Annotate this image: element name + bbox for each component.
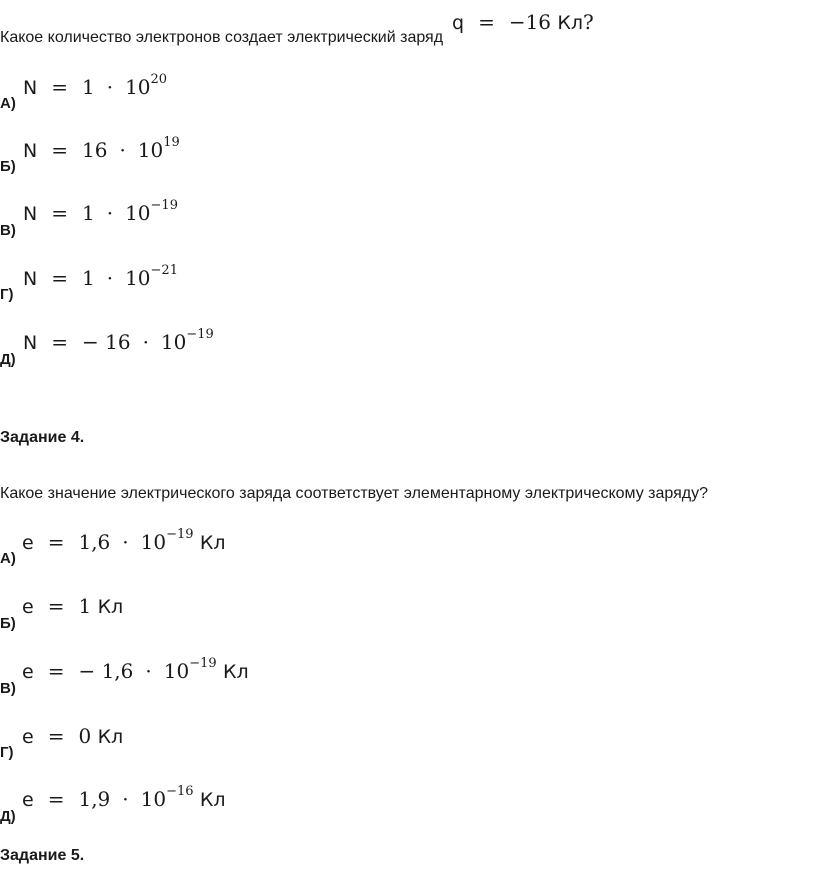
formula-value: −16	[508, 10, 552, 34]
option-formula	[23, 135, 180, 163]
option-letter: А)	[0, 95, 16, 112]
option-formula	[22, 527, 226, 555]
option-formula	[23, 72, 168, 100]
formula-variable: N	[23, 203, 38, 225]
formula-variable: e	[22, 789, 34, 811]
formula-exponent: −21	[150, 263, 178, 279]
option-letter: Б)	[0, 615, 16, 632]
formula-variable: e	[22, 726, 34, 748]
formula-coefficient: 1	[81, 75, 95, 99]
option-formula	[22, 784, 226, 812]
formula-equals: =	[51, 330, 68, 354]
option-formula	[22, 656, 249, 684]
formula-unit: Кл	[97, 726, 124, 748]
formula-question-mark: ?	[583, 10, 594, 34]
formula-exponent: 19	[163, 135, 180, 151]
formula-coefficient: 1	[78, 594, 92, 618]
formula-multiply: ·	[106, 75, 114, 99]
question-3-text: Какое количество электронов создает электрический заряд	[0, 29, 444, 46]
formula-coefficient: − 1,6	[78, 659, 134, 683]
option-formula	[22, 594, 123, 619]
formula-variable: q	[452, 12, 465, 34]
formula-unit: Кл	[97, 596, 124, 618]
option-formula	[22, 724, 123, 749]
formula-variable: N	[23, 77, 38, 99]
formula-equals: =	[47, 530, 65, 554]
formula-coefficient: 1	[81, 266, 95, 290]
option-letter: Б)	[0, 158, 16, 175]
formula-multiply: ·	[122, 787, 129, 811]
task-5-heading: Задание 5.	[0, 847, 85, 864]
formula-multiply: ·	[106, 201, 114, 225]
formula-equals: =	[47, 787, 65, 811]
formula-base: 10	[140, 787, 167, 811]
formula-variable: N	[23, 140, 38, 162]
option-formula	[23, 263, 178, 291]
formula-equals: =	[47, 724, 65, 748]
formula-coefficient: 0	[78, 724, 92, 748]
formula-coefficient: 1,6	[78, 530, 111, 554]
option-letter: Д)	[0, 351, 16, 368]
option-letter: В)	[0, 680, 16, 697]
formula-base: 10	[137, 138, 164, 162]
formula-base: 10	[163, 659, 190, 683]
formula-exponent: −19	[150, 198, 178, 214]
formula-equals: =	[51, 266, 68, 290]
task-4-heading: Задание 4.	[0, 429, 85, 446]
formula-base: 10	[125, 266, 151, 290]
formula-exponent: −19	[166, 527, 194, 543]
formula-equals: =	[47, 659, 65, 683]
formula-variable: e	[22, 661, 34, 683]
formula-unit: Кл	[199, 532, 226, 554]
formula-coefficient: 16	[81, 138, 108, 162]
formula-unit: Кл	[223, 661, 249, 683]
formula-coefficient: 1	[81, 201, 95, 225]
option-letter: Г)	[0, 744, 14, 761]
option-letter: А)	[0, 550, 16, 567]
formula-multiply: ·	[119, 138, 126, 162]
formula-coefficient: − 16	[81, 330, 131, 354]
option-formula	[23, 327, 214, 355]
formula-exponent: 20	[150, 72, 168, 88]
formula-equals: =	[47, 594, 65, 618]
formula-exponent: −16	[166, 784, 194, 800]
option-letter: В)	[0, 222, 16, 239]
formula-variable: N	[23, 268, 38, 290]
option-formula	[23, 198, 178, 226]
formula-exponent: −19	[189, 656, 217, 672]
formula-equals: =	[51, 75, 68, 99]
formula-base: 10	[140, 530, 167, 554]
formula-unit: Кл	[199, 789, 226, 811]
formula-variable: e	[22, 596, 34, 618]
formula-variable: N	[23, 332, 38, 354]
formula-base: 10	[125, 201, 151, 225]
formula-multiply: ·	[142, 330, 149, 354]
task-4-question: Какое значение электрического заряда соответствует элементарному электрическому заряду?	[0, 485, 709, 502]
formula-base: 10	[160, 330, 187, 354]
formula-coefficient: 1,9	[78, 787, 111, 811]
formula-multiply: ·	[106, 266, 114, 290]
formula-equals: =	[478, 10, 495, 34]
option-letter: Г)	[0, 286, 14, 303]
formula-multiply: ·	[145, 659, 152, 683]
option-letter: Д)	[0, 808, 16, 825]
formula-unit: Кл	[557, 12, 584, 34]
formula-equals: =	[51, 201, 68, 225]
formula-exponent: −19	[186, 327, 214, 343]
formula-base: 10	[125, 75, 151, 99]
formula-equals: =	[51, 138, 68, 162]
formula-multiply: ·	[122, 530, 129, 554]
question-3-formula	[452, 10, 594, 35]
formula-variable: e	[22, 532, 34, 554]
